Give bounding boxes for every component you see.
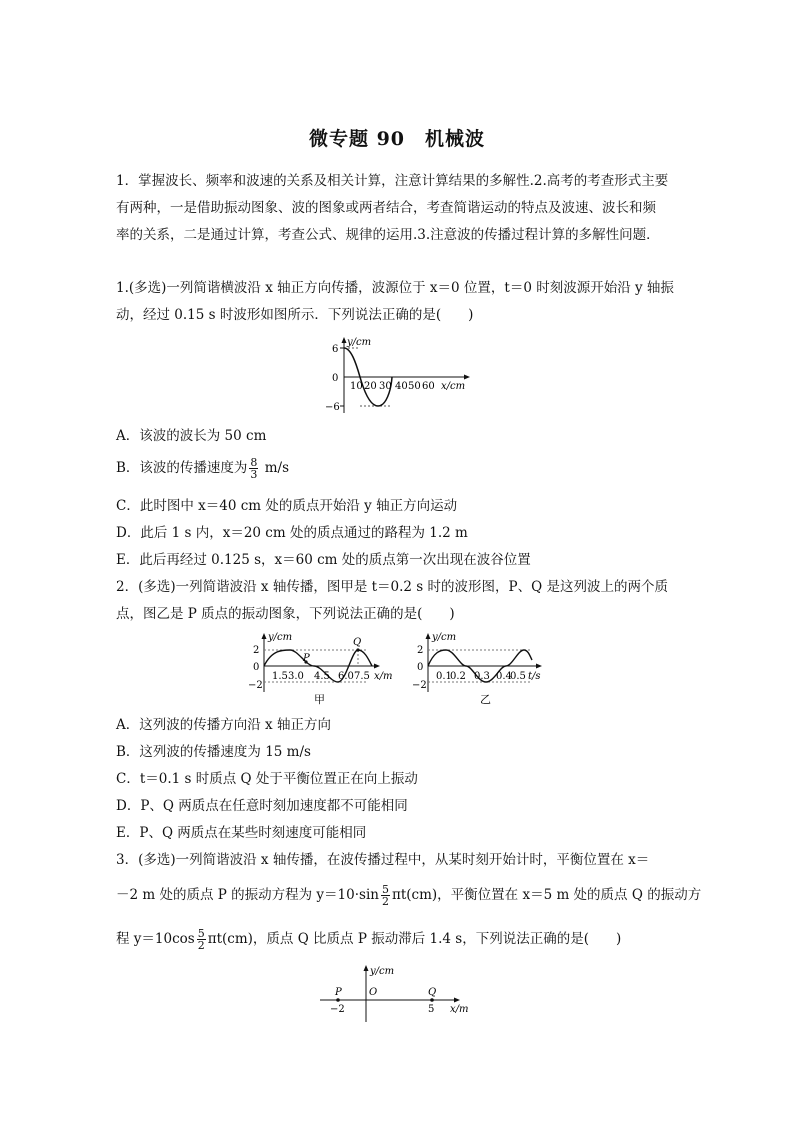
q2a-xtick-5: 7.5 (354, 671, 370, 682)
q2a-xtick-1: 1.5 (272, 671, 288, 682)
q2b-x-label: t/s (528, 671, 541, 682)
q3-fraction-1-numerator: 5 (381, 883, 389, 896)
q3-fraction-1 (381, 884, 390, 907)
q1-option-b-unit: m/s (260, 460, 289, 476)
q1-option-b-fraction (249, 457, 258, 480)
q1-stem-line-1: 1.(多选)一列简谐横波沿 x 轴正方向传播，波源位于 x＝0 位置，t＝0 时刻波源开始沿 y 轴振 (116, 280, 674, 296)
q1-xtick-20: 20 (364, 381, 377, 392)
q1-option-b-text: B．该波的传播速度为 (116, 460, 248, 476)
q3-fraction-2-numerator: 5 (197, 927, 205, 940)
q2b-xtick-5: 0.5 (510, 671, 526, 682)
q2-wave-figure-a (248, 630, 400, 708)
q3-xtick-neg2: −2 (330, 1004, 345, 1015)
q1-xtick-50: 50 (408, 381, 421, 392)
q3-label-q: Q (428, 987, 437, 998)
q2b-ytick-neg2: −2 (412, 680, 427, 691)
q3-stem-3-text: 程 y＝10cos (116, 931, 195, 947)
intro-line-3: 率的关系，二是通过计算，考查公式、规律的运用.3.注意波的传播过程计算的多解性问题． (116, 227, 660, 243)
q3-stem-2-rest: πt(cm)，平衡位置在 x＝5 m 处的质点 Q 的振动方 (391, 887, 702, 903)
q2b-ytick-0: 0 (417, 662, 424, 673)
q3-stem-line-3 (116, 922, 686, 956)
q1-xtick-30: 30 (379, 381, 392, 392)
q2-stem-line-1: 2．(多选)一列简谐波沿 x 轴传播，图甲是 t＝0.2 s 时的波形图，P、Q 是这列波上的两个质 (116, 579, 668, 595)
intro-line-1: 1．掌握波长、频率和波速的关系及相关计算，注意计算结果的多解性.2.高考的考查形式主要 (116, 173, 669, 189)
q1-option-d: D．此后 1 s 内，x＝20 cm 处的质点通过的路程为 1.2 m (116, 525, 468, 541)
q1-x-arrow (464, 375, 470, 380)
q2-option-a: A．这列波的传播方向沿 x 轴正方向 (116, 717, 331, 733)
q2a-y-label: y/cm (268, 632, 293, 643)
q2b-y-label: y/cm (432, 632, 457, 643)
q2b-y-arrow (426, 633, 431, 639)
q1-fraction-denominator: 3 (250, 468, 258, 481)
q3-stem-3-rest: πt(cm)，质点 Q 比质点 P 振动滞后 1.4 s，下列说法正确的是( ) (207, 931, 622, 947)
q2a-x-label: x/m (374, 671, 393, 682)
q2b-xtick-1: 0.1 (436, 671, 452, 682)
intro-line-2: 有两种，一是借助振动图象、波的图象或两者结合，考查简谐运动的特点及波速、波长和频 (116, 200, 656, 216)
q1-xtick-10: 10 (350, 381, 363, 392)
q3-stem-line-2 (116, 878, 702, 912)
q2b-caption: 乙 (480, 693, 491, 706)
q3-y-label: y/cm (370, 966, 395, 977)
q2a-caption: 甲 (314, 693, 325, 706)
q3-y-arrow (364, 965, 369, 971)
q1-ytick-neg6: −6 (325, 402, 340, 413)
q1-xtick-60: 60 (422, 381, 435, 392)
q2a-xtick-3: 4.5 (314, 671, 330, 682)
q1-option-a: A．该波的波长为 50 cm (116, 428, 267, 444)
page-title: 微专题 90 机械波 (308, 128, 486, 150)
q1-wave-figure (320, 335, 480, 415)
q2-option-d: D．P、Q 两质点在任意时刻加速度都不可能相同 (116, 798, 408, 814)
q1-y-label: y/cm (347, 337, 372, 348)
q2a-point-q (356, 648, 359, 651)
q2a-x-arrow (374, 664, 380, 669)
q3-stem-2-text: －2 m 处的质点 P 的振动方程为 y＝10·sin (116, 887, 379, 903)
q1-ytick-6: 6 (332, 344, 339, 355)
q2-vibration-figure-b (412, 630, 552, 708)
q2b-xtick-4: 0.4 (496, 671, 512, 682)
q2b-ytick-2: 2 (417, 645, 424, 656)
q1-stem-line-2: 动，经过 0.15 s 时波形如图所示．下列说法正确的是( ) (116, 307, 474, 323)
q2-option-c: C．t＝0.1 s 时质点 Q 处于平衡位置正在向上振动 (116, 771, 418, 787)
q2b-x-arrow (536, 664, 542, 669)
q1-option-c: C．此时图中 x＝40 cm 处的质点开始沿 y 轴正方向运动 (116, 498, 458, 514)
q2a-y-arrow (262, 633, 267, 639)
q3-stem-line-1: 3．(多选)一列简谐波沿 x 轴传播，在波传播过程中，从某时刻开始计时，平衡位置在 x＝ (116, 852, 650, 868)
q1-y-arrow (342, 337, 347, 343)
q3-origin-label: O (369, 987, 378, 998)
q2a-xtick-2: 3.0 (288, 671, 304, 682)
q2b-xtick-3: 0.3 (474, 671, 490, 682)
q1-option-e: E．此后再经过 0.125 s，x＝60 cm 处的质点第一次出现在波谷位置 (116, 552, 531, 568)
q3-fraction-1-denominator: 2 (381, 895, 389, 908)
q3-position-figure (316, 962, 476, 1024)
q2b-xtick-2: 0.2 (450, 671, 466, 682)
q2a-label-p: P (303, 653, 310, 664)
q3-point-q (430, 998, 434, 1002)
q1-ytick-0: 0 (332, 373, 339, 384)
q1-xtick-40: 40 (395, 381, 408, 392)
q3-x-arrow (454, 998, 460, 1003)
q2a-label-q: Q (353, 637, 362, 648)
q3-point-p (336, 998, 340, 1002)
q1-option-b (116, 454, 686, 482)
q2-option-b: B．这列波的传播速度为 15 m/s (116, 744, 311, 760)
q2a-ytick-neg2: −2 (248, 680, 263, 691)
q2a-ytick-2: 2 (253, 645, 260, 656)
q3-xtick-5: 5 (428, 1004, 435, 1015)
q3-x-label: x/m (450, 1004, 469, 1015)
q2-stem-line-2: 点，图乙是 P 质点的振动图象，下列说法正确的是( ) (116, 606, 455, 622)
q2-option-e: E．P、Q 两质点在某些时刻速度可能相同 (116, 825, 367, 841)
q3-label-p: P (335, 987, 342, 998)
q2a-xtick-4: 6.0 (338, 671, 354, 682)
q2a-ytick-0: 0 (253, 662, 260, 673)
q1-fraction-numerator: 8 (250, 456, 258, 469)
q1-x-label: x/cm (441, 381, 466, 392)
q3-fraction-2-denominator: 2 (197, 939, 205, 952)
q3-fraction-2 (197, 928, 206, 951)
